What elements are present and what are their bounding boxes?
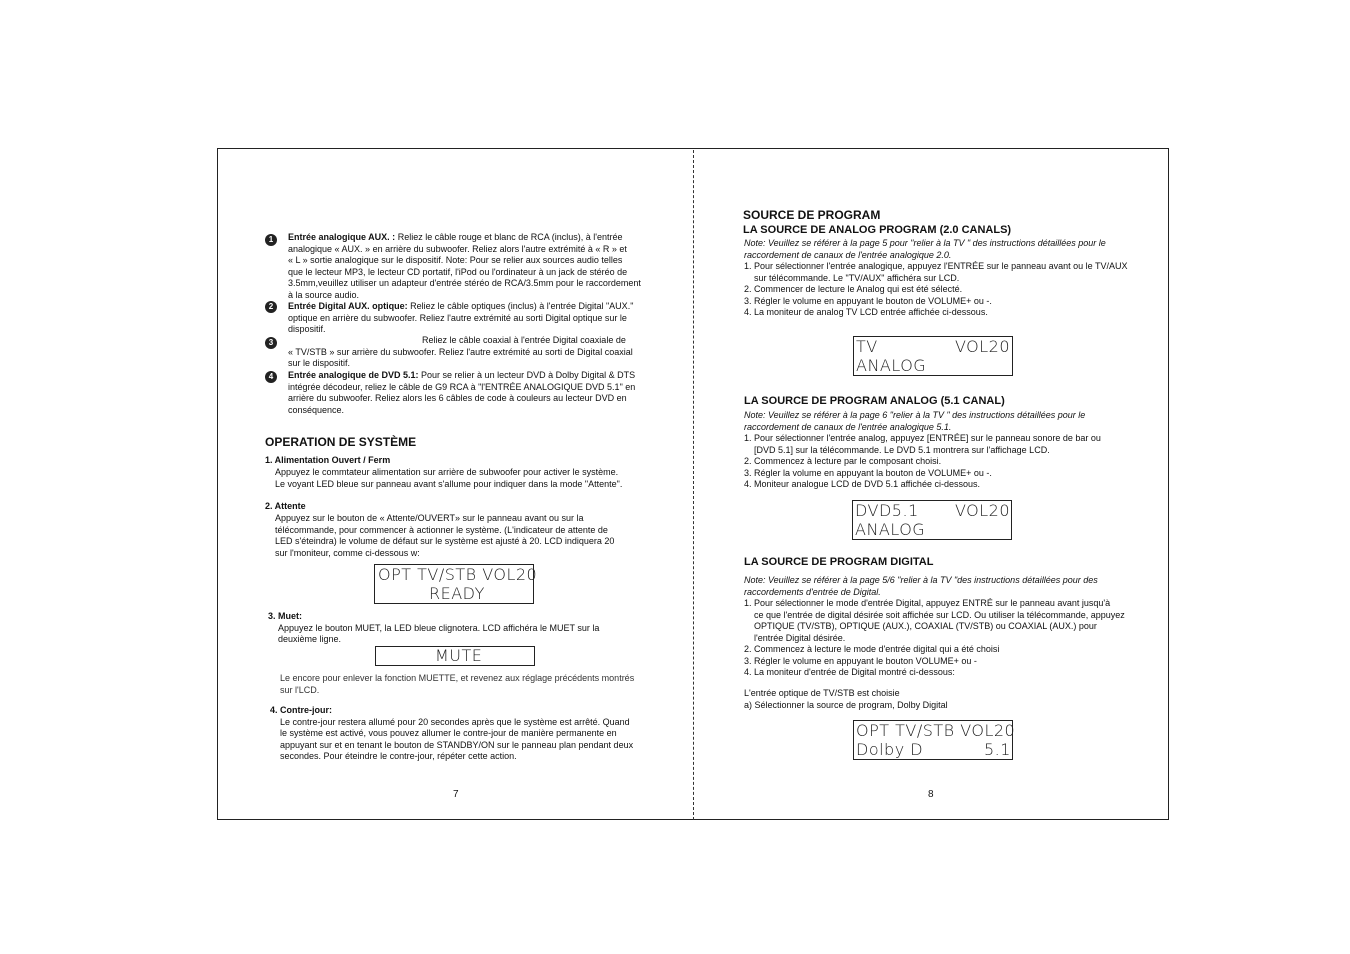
section-3-title: LA SOURCE DE PROGRAM DIGITAL bbox=[744, 556, 934, 568]
section-2-title: LA SOURCE DE PROGRAM ANALOG (5.1 CANAL) bbox=[744, 395, 1005, 407]
section-1-note: Note: Veuillez se référer à la page 5 pour "relier à la TV " des instructions détaillées pour le bbox=[744, 238, 1106, 248]
section-1-line: 1. Pour sélectionner l'entrée analogique, appuyez l'ENTRÉE sur le panneau avant ou le TV/AUX bbox=[744, 261, 1128, 271]
item3-title: 3. Muet: bbox=[268, 611, 303, 621]
page-title: SOURCE DE PROGRAM bbox=[743, 208, 881, 222]
section-2-line: 1. Pour sélectionner l'entrée analog, appuyez [ENTRÉE] sur le panneau sonore de bar ou bbox=[744, 433, 1101, 443]
item4-line: Le contre-jour restera allumé pour 20 secondes après que le système est arrêté. Quand bbox=[280, 716, 630, 727]
item1-line: Le voyant LED bleue sur panneau avant s'allume pour indiquer dans la mode "Attente". bbox=[275, 478, 623, 489]
bullet-2-icon: 2 bbox=[265, 301, 277, 313]
section-3-line: l'entrée Digital désirée. bbox=[744, 632, 846, 643]
item3-line: Appuyez le bouton MUET, la LED bleue clignotera. LCD affichéra le MUET sur la bbox=[278, 622, 600, 633]
bullet-4-icon: 4 bbox=[265, 371, 277, 383]
lcd-optical-dolby-display bbox=[853, 720, 1016, 760]
section-1-line: 3. Régler le volume en appuyant le bouton de VOLUME+ ou -. bbox=[744, 295, 992, 306]
lcd-line-2-right: 5.1 bbox=[984, 740, 1011, 759]
section-1-title: LA SOURCE DE ANALOG PROGRAM (2.0 CANALS) bbox=[743, 224, 1012, 236]
section-3-after-line: a) Sélectionner la source de program, Dolby Digital bbox=[744, 700, 948, 710]
section-2-line: 2. Commencez à lecture par le composant choisi. bbox=[744, 456, 942, 466]
bullet-3-line: sur le dispositif. bbox=[288, 358, 351, 368]
section-3-note: raccordements d'entrée de Digital. bbox=[744, 586, 881, 597]
section-1-line: 2. Commencer de lecture le Analog qui est été sélecté. bbox=[744, 284, 963, 294]
bullet-4-line: arrière du subwoofer. Reliez alors les 6 câbles de code à couleurs au lecteur DVD en bbox=[288, 393, 627, 403]
bullet-2-line: dispositif. bbox=[288, 324, 326, 334]
section-1-line: sur télécommande. Le "TV/AUX" affichéra sur LCD. bbox=[744, 272, 960, 283]
bullet-1-icon: 1 bbox=[265, 234, 277, 246]
item1-line: Appuyez le commtateur alimentation sur arrière de subwoofer pour activer le système. bbox=[275, 467, 619, 477]
lcd-line-2: READY bbox=[429, 584, 485, 603]
section-3-line: OPTIQUE (TV/STB), OPTIQUE (AUX.), COAXIAL (TV/STB) ou COAXIAL (AUX.) pour bbox=[744, 621, 1097, 631]
section-2-line: 3. Régler la volume en appuyant la bouton de VOLUME+ ou -. bbox=[744, 467, 992, 478]
lcd-dvd-analog-display bbox=[852, 500, 1012, 540]
item3-after-line: Le encore pour enlever la fonction MUETTE, et revenez aux réglage précédents montrés bbox=[280, 673, 635, 683]
section-1-line: 4. La moniteur de analog TV LCD entrée affichée ci-dessous. bbox=[744, 307, 988, 317]
item2-line: télécommande, pour commencer à actionner le système. (L'indicateur de attente de bbox=[275, 524, 608, 535]
item2-title: 2. Attente bbox=[265, 501, 306, 511]
item4-line: appuyant sur et en tenant le bouton de STANDBY/ON sur le panneau plan pendant deux bbox=[280, 739, 634, 750]
page-fold-divider bbox=[693, 150, 694, 820]
lcd-line-1-left: TV bbox=[856, 337, 878, 356]
bullet-3-icon: 3 bbox=[265, 337, 277, 349]
section-2-line: [DVD 5.1] sur la télécommande. Le DVD 5.1 montrera sur l'affichage LCD. bbox=[744, 444, 1050, 455]
lcd-line-1-right: VOL20 bbox=[955, 337, 1011, 356]
section-title: OPERATION DE SYSTÈME bbox=[265, 435, 417, 449]
section-3-after-line: L'entrée optique de TV/STB est choisie bbox=[744, 688, 900, 698]
section-3-line: 3. Régler le volume en appuyant le bouton VOLUME+ ou - bbox=[744, 655, 977, 666]
item2-line: Appuyez sur le bouton de « Attente/OUVERT» sur le panneau avant ou sur la bbox=[275, 513, 584, 523]
lcd-line-1: OPT TV/STB VOL20 bbox=[856, 721, 1016, 740]
section-2-note: Note: Veuillez se référer à la page 6 "relier à la TV " des instructions détaillées pour le bbox=[744, 410, 1086, 420]
lcd-ready-display bbox=[374, 564, 538, 604]
section-3-line: 1. Pour sélectionner le mode d'entrée Digital, appuyez ENTRÉ sur le panneau avant jusqu'à bbox=[744, 598, 1111, 608]
lcd-line-2-left: Dolby D bbox=[856, 740, 924, 759]
bullet-3-line: « TV/STB » sur arrière du subwoofer. Reliez l'autre extrémité au sorti de Digital coaxial bbox=[288, 346, 633, 357]
lcd-line-2: ANALOG bbox=[856, 356, 927, 375]
item2-line: sur l'moniteur, comme ci-dessous w: bbox=[275, 547, 420, 558]
lcd-line-1-left: DVD5.1 bbox=[855, 501, 919, 520]
lcd-line-1-right: VOL20 bbox=[955, 501, 1011, 520]
item1-title: 1. Alimentation Ouvert / Ferm bbox=[265, 455, 391, 465]
item3-line: deuxième ligne. bbox=[278, 634, 342, 644]
bullet-1-first-line: Entrée analogique AUX. : Reliez le câble rouge et blanc de RCA (inclus), à l'entrée bbox=[288, 232, 623, 242]
bullet-4-first-line: Entrée analogique de DVD 5.1: Pour se relier à un lecteur DVD à Dolby Digital & DTS bbox=[288, 370, 636, 380]
section-1-note: raccordement de canaux de l'entrée analogique 2.0. bbox=[744, 249, 952, 260]
bullet-1-line: à la source audio. bbox=[288, 289, 360, 300]
lcd-line-2: ANALOG bbox=[855, 520, 926, 539]
section-2-line: 4. Moniteur analogue LCD de DVD 5.1 affichée ci-dessous. bbox=[744, 479, 980, 489]
section-3-line: 2. Commencez à lecture le mode d'entrée digital qui a été choisi bbox=[744, 644, 1000, 654]
bullet-3-first-line: Reliez le câble coaxial à l'entrée Digital coaxiale de bbox=[422, 335, 626, 345]
section-3-note: Note: Veuillez se référer à la page 5/6 "relier à la TV "des instructions détaillées pour des bbox=[744, 575, 1098, 585]
lcd-mute-display bbox=[375, 646, 535, 666]
page-number-left: 7 bbox=[453, 789, 459, 800]
page-number-right: 8 bbox=[928, 789, 934, 800]
section-3-line: ce que l'entrée de digital désirée soit affichée sur LCD. Ou utiliser la télécommande, appuyez bbox=[744, 609, 1125, 620]
item2-line: LED s'éteindra) le volume de défaut sur le système est ajusté à 20. LCD indiquera 20 bbox=[275, 536, 615, 546]
bullet-1-line: que le lecteur MP3, le lecteur CD portatif, l'iPod ou l'ordinateur à un jack de stéréo de bbox=[288, 266, 628, 277]
bullet-2-line: optique en arrière du subwoofer. Reliez l'autre extrémité au sorti Digital optique sur le bbox=[288, 312, 627, 323]
bullet-1-line: « L » sortie analogique sur le dispositif. Note: Pour se relier aux sources audio telles bbox=[288, 255, 623, 265]
lcd-tv-analog-display bbox=[853, 336, 1013, 376]
item4-title: 4. Contre-jour: bbox=[270, 705, 332, 715]
section-2-note: raccordement de canaux de l'entrée analogique 5.1. bbox=[744, 421, 952, 432]
bullet-1-line: analogique « AUX. » en arrière du subwoofer. Reliez alors l'autre extrémité à « R » et bbox=[288, 243, 627, 254]
section-3-line: 4. La moniteur d'entrée de Digital montré ci-dessous: bbox=[744, 667, 955, 677]
item4-line: le système est activé, vous pouvez allumer le contre-jour de manière permanente en bbox=[280, 728, 617, 738]
item4-line: secondes. Pour éteindre le contre-jour, répéter cette action. bbox=[280, 751, 517, 761]
bullet-4-line: intégrée décodeur, reliez le câble de G9 RCA à "l'ENTRÉE ANALOGIQUE DVD 5.1" en bbox=[288, 381, 636, 392]
lcd-line-1: MUTE bbox=[435, 646, 483, 665]
lcd-line-1: OPT TV/STB VOL20 bbox=[378, 565, 538, 584]
bullet-4-line: conséquence. bbox=[288, 404, 345, 415]
item3-after-line: sur l'LCD. bbox=[280, 684, 320, 695]
bullet-1-line: 3.5mm,veuillez utiliser un adapteur d'entrée stéréo de RCA/3.5mm pour le raccordement bbox=[288, 278, 641, 288]
bullet-2-first-line: Entrée Digital AUX. optique: Reliez le câble optiques (inclus) à l'entrée Digital "AUX." bbox=[288, 301, 634, 311]
